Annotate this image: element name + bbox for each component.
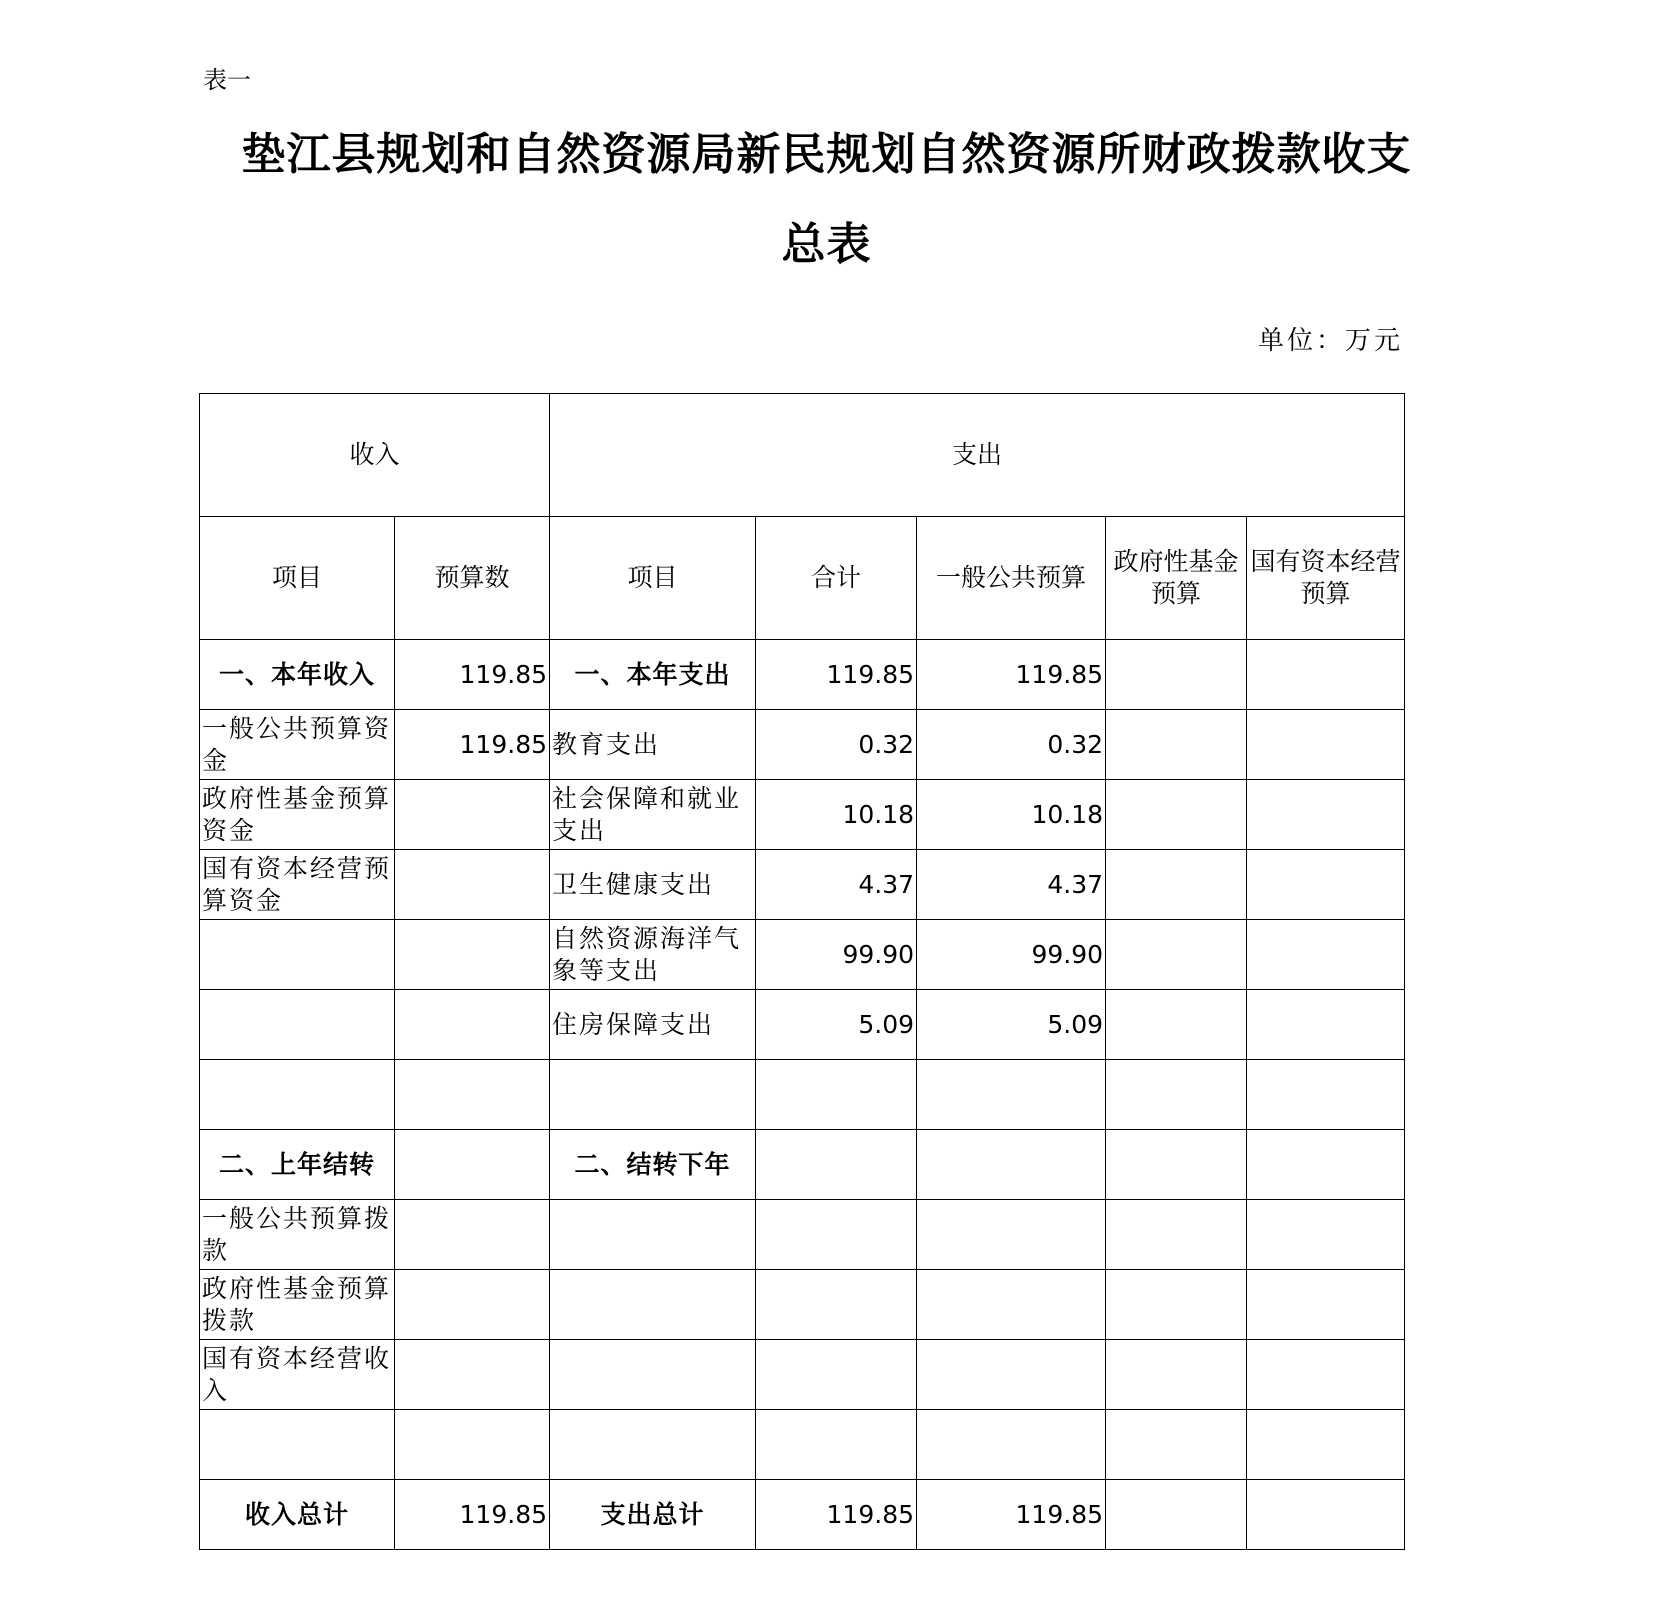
income-value-cell: 119.85 (395, 640, 550, 710)
expense-item-cell (550, 1060, 756, 1130)
income-value-cell (395, 920, 550, 990)
total-cell: 99.90 (756, 920, 917, 990)
income-value-cell: 119.85 (395, 710, 550, 780)
state-capital-cell (1247, 920, 1405, 990)
table-row (200, 1130, 1405, 1200)
state-capital-cell (1247, 850, 1405, 920)
expense-item-cell: 卫生健康支出 (550, 850, 756, 920)
expense-item-cell (550, 1410, 756, 1480)
total-cell: 4.37 (756, 850, 917, 920)
table-row (200, 710, 1405, 780)
state-capital-cell (1247, 990, 1405, 1060)
general-budget-cell (917, 1410, 1106, 1480)
table-row (200, 1340, 1405, 1410)
gov-fund-cell (1106, 1410, 1247, 1480)
income-budget-header: 预算数 (395, 517, 550, 640)
general-budget-cell (917, 1270, 1106, 1340)
expense-item-cell: 二、结转下年 (550, 1130, 756, 1200)
expense-item-header: 项目 (550, 517, 756, 640)
expense-item-cell: 自然资源海洋气象等支出 (550, 920, 756, 990)
total-cell (756, 1060, 917, 1130)
general-budget-cell (917, 1130, 1106, 1200)
income-item-cell: 政府性基金预算拨款 (200, 1270, 395, 1340)
expense-item-cell: 教育支出 (550, 710, 756, 780)
gov-fund-cell (1106, 920, 1247, 990)
expense-item-cell: 一、本年支出 (550, 640, 756, 710)
expense-item-cell (550, 1340, 756, 1410)
income-value-cell (395, 1410, 550, 1480)
total-cell: 10.18 (756, 780, 917, 850)
expense-item-cell (550, 1200, 756, 1270)
income-value-cell (395, 1340, 550, 1410)
gov-fund-budget-header: 政府性基金预算 (1106, 517, 1247, 640)
gov-fund-cell (1106, 1130, 1247, 1200)
total-cell: 119.85 (756, 640, 917, 710)
income-item-cell: 国有资本经营预算资金 (200, 850, 395, 920)
table-row (200, 850, 1405, 920)
income-item-cell: 一般公共预算资金 (200, 710, 395, 780)
column-header-row (200, 517, 1405, 640)
income-value-cell (395, 780, 550, 850)
table-row (200, 1060, 1405, 1130)
section-header-row (200, 394, 1405, 517)
general-budget-header: 一般公共预算 (917, 517, 1106, 640)
general-budget-cell: 10.18 (917, 780, 1106, 850)
total-cell: 5.09 (756, 990, 917, 1060)
gov-fund-cell (1106, 1060, 1247, 1130)
general-budget-cell (917, 1200, 1106, 1270)
state-capital-cell (1247, 1270, 1405, 1340)
table-row-total (200, 1480, 1405, 1550)
table-row (200, 640, 1405, 710)
state-capital-total-value (1247, 1480, 1405, 1550)
general-budget-cell: 99.90 (917, 920, 1106, 990)
table-row (200, 1410, 1405, 1480)
state-capital-cell (1247, 1410, 1405, 1480)
expense-item-cell: 社会保障和就业支出 (550, 780, 756, 850)
gov-fund-cell (1106, 780, 1247, 850)
income-section-header: 收入 (200, 394, 550, 517)
table-row (200, 780, 1405, 850)
gov-fund-cell (1106, 1340, 1247, 1410)
budget-summary-table (199, 393, 1405, 1550)
total-header: 合计 (756, 517, 917, 640)
total-cell: 0.32 (756, 710, 917, 780)
general-budget-cell: 4.37 (917, 850, 1106, 920)
gov-fund-cell (1106, 1200, 1247, 1270)
gov-fund-cell (1106, 710, 1247, 780)
income-total-value: 119.85 (395, 1480, 550, 1550)
state-capital-cell (1247, 1200, 1405, 1270)
income-item-cell: 一、本年收入 (200, 640, 395, 710)
expense-section-header: 支出 (550, 394, 1405, 517)
table-number-label: 表一 (203, 66, 251, 94)
gov-fund-cell (1106, 990, 1247, 1060)
state-capital-cell (1247, 1060, 1405, 1130)
income-item-cell: 政府性基金预算资金 (200, 780, 395, 850)
income-item-cell (200, 990, 395, 1060)
income-value-cell (395, 990, 550, 1060)
general-budget-total-value: 119.85 (917, 1480, 1106, 1550)
gov-fund-cell (1106, 1270, 1247, 1340)
state-capital-budget-header: 国有资本经营预算 (1247, 517, 1405, 640)
income-value-cell (395, 1130, 550, 1200)
table-row (200, 990, 1405, 1060)
total-cell (756, 1200, 917, 1270)
expense-total-value: 119.85 (756, 1480, 917, 1550)
income-item-cell: 国有资本经营收入 (200, 1340, 395, 1410)
income-item-cell (200, 1410, 395, 1480)
general-budget-cell: 0.32 (917, 710, 1106, 780)
income-value-cell (395, 1270, 550, 1340)
income-item-header: 项目 (200, 517, 395, 640)
state-capital-cell (1247, 640, 1405, 710)
income-item-cell (200, 920, 395, 990)
total-cell (756, 1340, 917, 1410)
state-capital-cell (1247, 1130, 1405, 1200)
income-item-cell: 二、上年结转 (200, 1130, 395, 1200)
state-capital-cell (1247, 710, 1405, 780)
income-value-cell (395, 1200, 550, 1270)
gov-fund-cell (1106, 640, 1247, 710)
income-value-cell (395, 1060, 550, 1130)
table-row (200, 920, 1405, 990)
income-value-cell (395, 850, 550, 920)
income-total-label: 收入总计 (200, 1480, 395, 1550)
unit-label: 单位：万元 (1257, 326, 1403, 356)
total-cell (756, 1130, 917, 1200)
general-budget-cell: 119.85 (917, 640, 1106, 710)
expense-item-cell (550, 1270, 756, 1340)
gov-fund-total-value (1106, 1480, 1247, 1550)
state-capital-cell (1247, 1340, 1405, 1410)
expense-total-label: 支出总计 (550, 1480, 756, 1550)
expense-item-cell: 住房保障支出 (550, 990, 756, 1060)
total-cell (756, 1270, 917, 1340)
general-budget-cell (917, 1060, 1106, 1130)
page-title-line-1: 垫江县规划和自然资源局新民规划自然资源所财政拨款收支 (241, 129, 1412, 180)
income-item-cell: 一般公共预算拨款 (200, 1200, 395, 1270)
income-item-cell (200, 1060, 395, 1130)
table-row (200, 1270, 1405, 1340)
general-budget-cell (917, 1340, 1106, 1410)
total-cell (756, 1410, 917, 1480)
general-budget-cell: 5.09 (917, 990, 1106, 1060)
gov-fund-cell (1106, 850, 1247, 920)
table-row (200, 1200, 1405, 1270)
state-capital-cell (1247, 780, 1405, 850)
page-title-line-2: 总表 (781, 219, 872, 270)
